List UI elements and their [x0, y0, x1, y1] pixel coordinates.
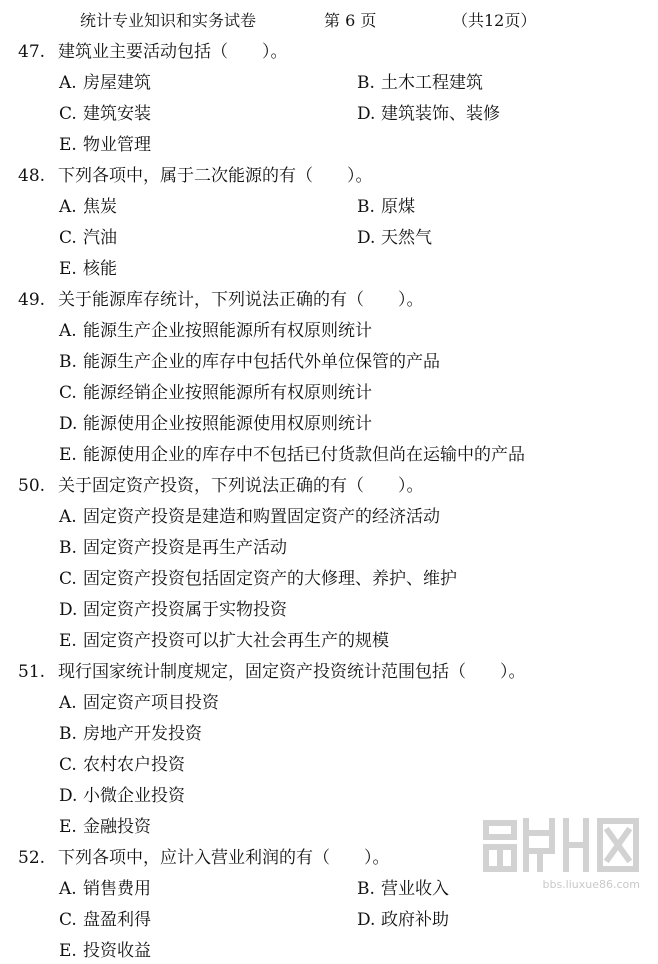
option-d — [357, 101, 500, 127]
option-d — [59, 411, 372, 437]
option-text: 焦炭 — [83, 197, 117, 217]
option-text: 金融投资 — [83, 817, 151, 837]
question-text: 建筑业主要活动包括（ ）。 — [58, 42, 288, 62]
option-e — [59, 628, 389, 654]
option-letter: D. — [59, 414, 78, 434]
option-letter: D. — [357, 910, 376, 930]
question-number: 51. — [18, 662, 46, 682]
question-number: 52. — [18, 848, 46, 868]
option-text: 房屋建筑 — [83, 73, 151, 93]
watermark — [478, 803, 648, 893]
option-text: 盘盈利得 — [83, 910, 151, 930]
option-letter: A. — [59, 73, 77, 93]
option-letter: B. — [357, 197, 375, 217]
option-text: 能源生产企业的库存中包括代外单位保管的产品 — [83, 352, 440, 372]
question-number: 48. — [18, 166, 46, 186]
option-text: 投资收益 — [83, 941, 151, 961]
option-a — [59, 318, 372, 344]
option-letter: D. — [357, 228, 376, 248]
option-letter: C. — [59, 228, 77, 248]
option-b — [357, 194, 415, 220]
option-letter: C. — [59, 383, 77, 403]
option-letter: E. — [59, 135, 77, 155]
option-text: 房地产开发投资 — [83, 724, 202, 744]
option-text: 销售费用 — [83, 879, 151, 899]
option-text: 物业管理 — [83, 135, 151, 155]
question-52 — [18, 845, 390, 871]
question-text: 下列各项中，应计入营业利润的有（ ）。 — [58, 848, 390, 868]
option-letter: B. — [59, 538, 77, 558]
option-text: 土木工程建筑 — [381, 73, 483, 93]
question-number: 49. — [18, 290, 46, 310]
option-text: 建筑安装 — [83, 104, 151, 124]
question-number: 47. — [18, 42, 46, 62]
option-letter: E. — [59, 817, 77, 837]
option-letter: E. — [59, 259, 77, 279]
option-letter: C. — [59, 104, 77, 124]
option-letter: E. — [59, 631, 77, 651]
option-a — [59, 876, 151, 902]
option-letter: E. — [59, 941, 77, 961]
option-text: 核能 — [83, 259, 117, 279]
option-letter: A. — [59, 321, 77, 341]
option-letter: D. — [59, 786, 78, 806]
question-number: 50. — [18, 476, 46, 496]
option-a — [59, 70, 151, 96]
option-letter: A. — [59, 197, 77, 217]
option-text: 能源使用企业的库存中不包括已付货款但尚在运输中的产品 — [83, 445, 525, 465]
watermark-url: bbs.liuxue86.com — [542, 878, 640, 891]
option-letter: B. — [357, 879, 375, 899]
option-text: 能源使用企业按照能源使用权原则统计 — [83, 414, 372, 434]
option-d — [59, 783, 185, 809]
option-d — [357, 907, 449, 933]
option-letter: A. — [59, 507, 77, 527]
option-b — [59, 535, 287, 561]
option-e — [59, 132, 151, 158]
option-e — [59, 814, 151, 840]
option-c — [59, 225, 117, 251]
question-51 — [18, 659, 526, 685]
option-b — [59, 721, 202, 747]
option-letter: D. — [59, 600, 78, 620]
option-b — [357, 70, 483, 96]
option-letter: C. — [59, 755, 77, 775]
option-letter: E. — [59, 445, 77, 465]
option-letter: A. — [59, 693, 77, 713]
option-a — [59, 504, 440, 530]
option-e — [59, 938, 151, 964]
option-c — [59, 566, 457, 592]
option-text: 天然气 — [381, 228, 432, 248]
option-text: 固定资产投资属于实物投资 — [83, 600, 287, 620]
option-letter: B. — [59, 724, 77, 744]
option-text: 固定资产投资包括固定资产的大修理、养护、维护 — [83, 569, 457, 589]
option-text: 原煤 — [381, 197, 415, 217]
option-c — [59, 752, 185, 778]
option-text: 农村农户投资 — [83, 755, 185, 775]
option-letter: C. — [59, 910, 77, 930]
option-text: 固定资产投资是建造和购置固定资产的经济活动 — [83, 507, 440, 527]
question-49 — [18, 287, 424, 313]
question-text: 下列各项中，属于二次能源的有（ ）。 — [58, 166, 373, 186]
page-total: （共12页） — [452, 11, 537, 30]
question-50 — [18, 473, 424, 499]
option-text: 小微企业投资 — [83, 786, 185, 806]
option-text: 固定资产投资可以扩大社会再生产的规模 — [83, 631, 389, 651]
question-text: 关于固定资产投资，下列说法正确的有（ ）。 — [58, 476, 424, 496]
option-text: 政府补助 — [381, 910, 449, 930]
option-e — [59, 442, 525, 468]
page-number: 第 6 页 — [324, 11, 377, 30]
option-text: 固定资产项目投资 — [83, 693, 219, 713]
option-letter: C. — [59, 569, 77, 589]
option-d — [357, 225, 432, 251]
question-text: 现行国家统计制度规定，固定资产投资统计范围包括（ ）。 — [58, 662, 526, 682]
option-letter: B. — [357, 73, 375, 93]
option-letter: B. — [59, 352, 77, 372]
option-letter: A. — [59, 879, 77, 899]
option-c — [59, 380, 372, 406]
option-b — [59, 349, 440, 375]
option-text: 营业收入 — [381, 879, 449, 899]
option-a — [59, 194, 117, 220]
option-b — [357, 876, 449, 902]
option-e — [59, 256, 117, 282]
option-d — [59, 597, 287, 623]
option-text: 汽油 — [83, 228, 117, 248]
question-48 — [18, 163, 373, 189]
option-text: 能源生产企业按照能源所有权原则统计 — [83, 321, 372, 341]
option-text: 能源经销企业按照能源所有权原则统计 — [83, 383, 372, 403]
question-text: 关于能源库存统计，下列说法正确的有（ ）。 — [58, 290, 424, 310]
option-text: 建筑装饰、装修 — [381, 104, 500, 124]
exam-title: 统计专业知识和实务试卷 — [80, 11, 257, 30]
option-c — [59, 907, 151, 933]
option-a — [59, 690, 219, 716]
option-c — [59, 101, 151, 127]
page-header — [52, 8, 612, 34]
question-47 — [18, 39, 288, 65]
option-text: 固定资产投资是再生产活动 — [83, 538, 287, 558]
option-letter: D. — [357, 104, 376, 124]
